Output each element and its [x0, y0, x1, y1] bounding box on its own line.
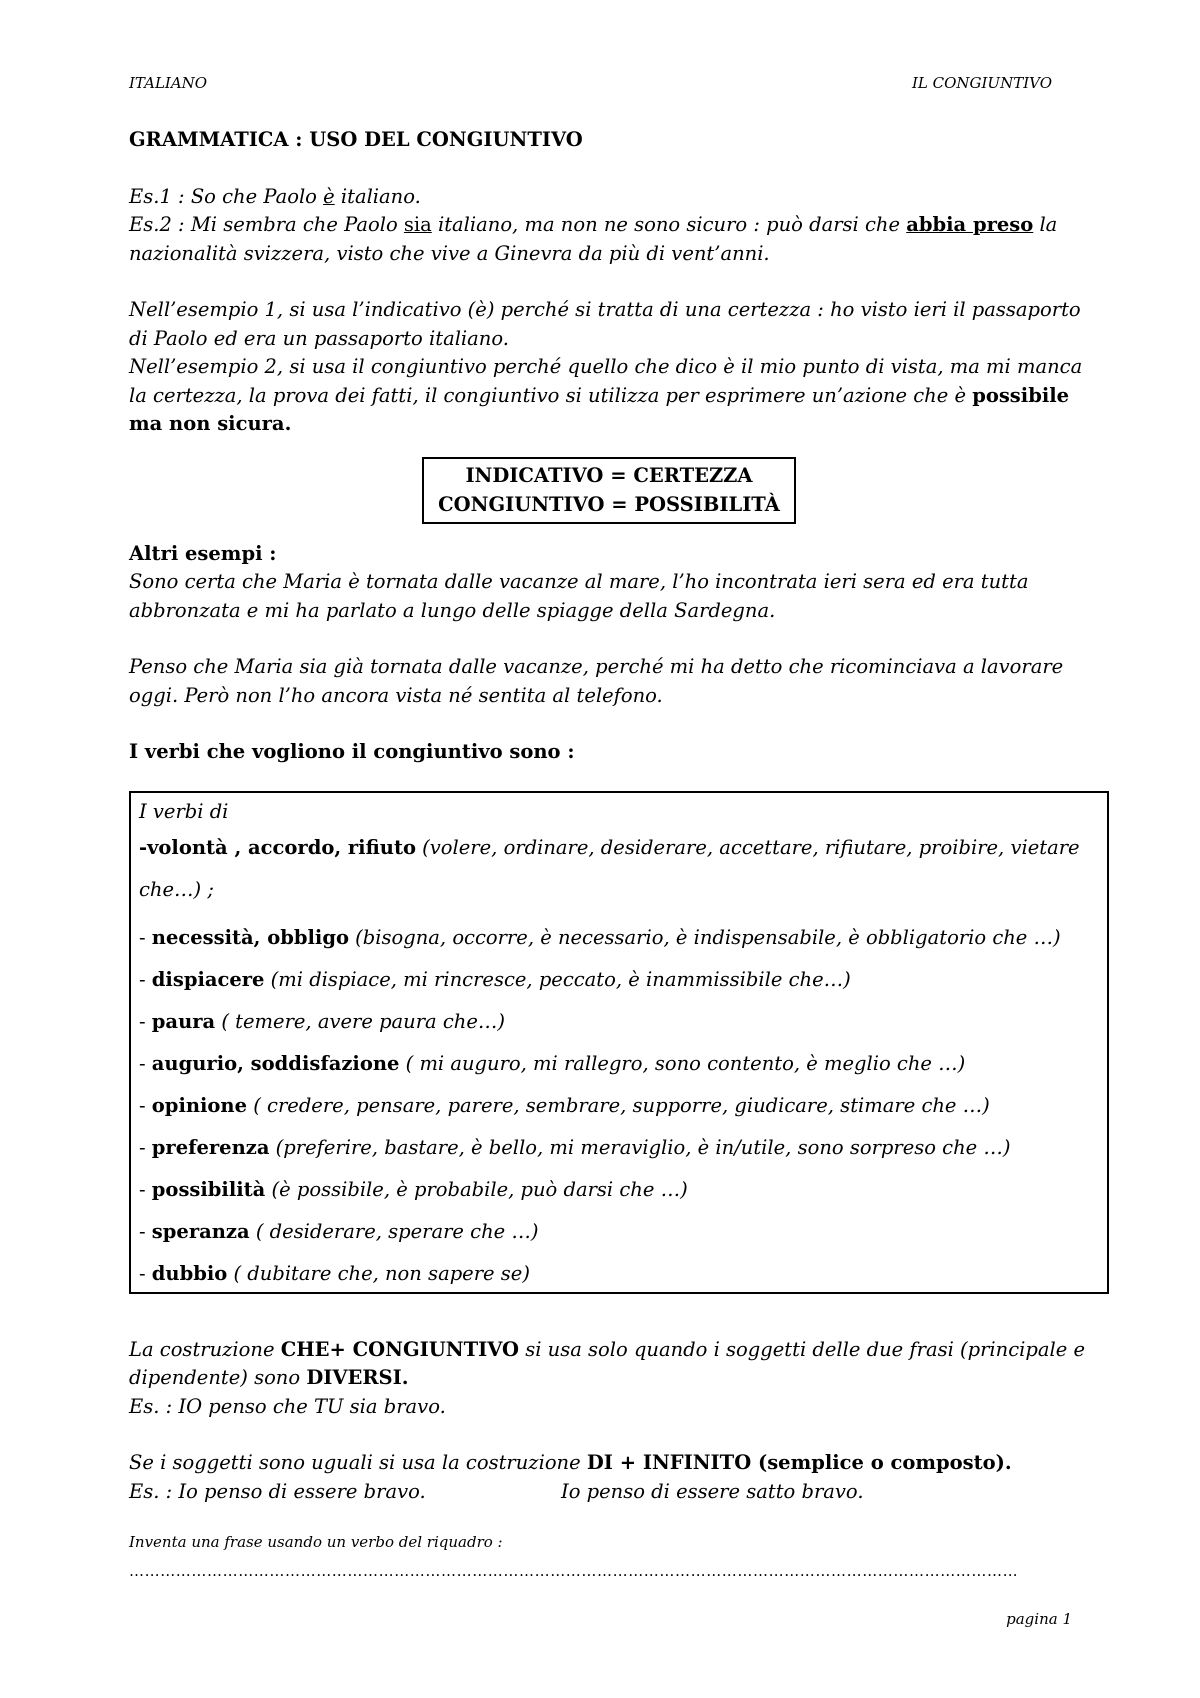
explanation-2: [129, 353, 1089, 439]
verbi-item-label: paura: [151, 1009, 216, 1033]
rule-box-wrapper: [129, 457, 1089, 524]
verbi-item-examples: ( credere, pensare, parere, sembrare, supporre, giudicare, stimare che …): [247, 1093, 990, 1117]
example-1-text: Es.1 : So che Paolo: [129, 184, 324, 208]
example-1-text-end: italiano.: [334, 184, 421, 208]
verbi-item-label: speranza: [151, 1219, 250, 1243]
verbi-item-label: dispiacere: [151, 967, 265, 991]
explanation-2-period: .: [284, 412, 292, 435]
header-left: ITALIANO: [129, 74, 208, 92]
verbi-box: [129, 791, 1109, 1294]
example-2-text: Es.2 : Mi sembra che Paolo: [129, 213, 404, 236]
explanation-2-text: Nell’esempio 2, si usa il congiuntivo perché quello che dico è il mio punto di vista, ma mi manca la certezza, la prova dei fatti, il congiuntivo si utilizza per esprimere un’azione che è: [129, 355, 1083, 407]
verbi-item: -volontà , accordo, rifiuto (volere, ordinare, desiderare, accettare, rifiutare, proibire, vietare che…) ;: [139, 835, 1080, 901]
exercise-answer-line[interactable]: ………………………………………………………………………………………………………………………………………………………: [129, 1561, 1019, 1580]
altri-esempi-heading: Altri esempi :: [129, 541, 277, 565]
verbi-item: - opinione ( credere, pensare, parere, sembrare, supporre, giudicare, stimare che …): [139, 1093, 990, 1117]
verbi-item-label: augurio, soddisfazione: [151, 1051, 400, 1075]
verbi-heading: I verbi che vogliono il congiuntivo sono :: [129, 740, 575, 763]
example-2-text-end: la nazionalità svizzera, visto che vive a Ginevra da più di vent’anni.: [129, 213, 1058, 265]
example-2-verb-2: abbia preso: [906, 213, 1034, 236]
explanation-1: Nell’esempio 1, si usa l’indicativo (è) perché si tratta di una certezza : ho visto ieri il passaporto di Paolo ed era un passaporto italiano.: [129, 298, 1081, 350]
verbi-item: - augurio, soddisfazione ( mi auguro, mi rallegro, sono contento, è meglio che …): [139, 1051, 966, 1075]
verbi-item-examples: ( desiderare, sperare che …): [249, 1219, 539, 1243]
verbi-item: - possibilità (è possibile, è probabile, può darsi che …): [139, 1177, 688, 1201]
verbi-item: - dispiacere (mi dispiace, mi rincresce, peccato, è inammissibile che…): [139, 967, 851, 991]
verbi-item-label: opinione: [151, 1093, 248, 1117]
verbi-item-examples: (bisogna, occorre, è necessario, è indispensabile, è obbligatorio che …): [348, 925, 1061, 949]
altri-esempi-p2: Penso che Maria sia già tornata dalle vacanze, perché mi ha detto che ricominciava a lavorare oggi. Però non l’ho ancora vista né sentita al telefono.: [129, 655, 1064, 707]
verbi-item-examples: (mi dispiace, mi rincresce, peccato, è inammissibile che…): [264, 967, 851, 991]
verbi-item-examples: (è possibile, è probabile, può darsi che …): [265, 1177, 688, 1201]
example-2-text-mid: italiano, ma non ne sono sicuro : può darsi che: [431, 213, 907, 236]
verbi-item-label: possibilità: [151, 1177, 266, 1201]
verbi-item-label: volontà , accordo, rifiuto: [147, 835, 416, 859]
costruzione-di: Se i soggetti sono uguali si usa la costruzione DI + INFINITO (semplice o composto).: [129, 1451, 1012, 1474]
page-title: GRAMMATICA : USO DEL CONGIUNTIVO: [129, 128, 583, 151]
verbi-item-examples: ( mi auguro, mi rallegro, sono contento, è meglio che …): [399, 1051, 966, 1075]
example-2: [129, 211, 1089, 268]
verbi-item-examples: (volere, ordinare, desiderare, accettare, rifiutare, proibire, vietare che…) ;: [139, 835, 1080, 901]
exercise-prompt: Inventa una frase usando un verbo del riquadro :: [129, 1533, 503, 1551]
rule-indicativo: INDICATIVO = CERTEZZA: [465, 463, 753, 487]
verbi-item: - paura ( temere, avere paura che…): [139, 1009, 506, 1033]
verbi-item-label: necessità, obbligo: [151, 925, 349, 949]
verbi-item-label: preferenza: [151, 1135, 270, 1159]
verbi-item: - dubbio ( dubitare che, non sapere se): [139, 1261, 530, 1285]
altri-esempi-p1: Sono certa che Maria è tornata dalle vacanze al mare, l’ho incontrata ieri sera ed era tutta abbronzata e mi ha parlato a lungo delle spiagge della Sardegna.: [129, 570, 1029, 622]
verbi-item-label: dubbio: [151, 1261, 228, 1285]
explanation-2-bold: possibile ma non sicura: [129, 383, 1070, 435]
main-content: [129, 126, 1089, 1585]
header-right: IL CONGIUNTIVO: [911, 74, 1052, 92]
verbi-item: - preferenza (preferire, bastare, è bello, mi meraviglio, è in/utile, sono sorpreso che …): [139, 1135, 1011, 1159]
rule-congiuntivo: CONGIUNTIVO = POSSIBILITÀ: [438, 492, 780, 516]
verbi-item: - necessità, obbligo (bisogna, occorre, è necessario, è indispensabile, è obbligatorio che …): [139, 925, 1061, 949]
verbi-item: - speranza ( desiderare, sperare che …): [139, 1219, 539, 1243]
verbi-item-examples: ( temere, avere paura che…): [215, 1009, 506, 1033]
example-1: [129, 183, 1089, 212]
verbi-intro: I verbi di: [139, 799, 229, 823]
page-number: pagina 1: [1006, 1610, 1072, 1628]
costruzione-che-example: Es. : IO penso che TU sia bravo.: [129, 1394, 446, 1418]
rule-box: [422, 457, 796, 524]
costruzione-di-examples: Es. : Io penso di essere bravo. Io penso di essere satto bravo.: [129, 1479, 864, 1503]
verbi-item-examples: (preferire, bastare, è bello, mi meraviglio, è in/utile, sono sorpreso che …): [269, 1135, 1011, 1159]
costruzione-che: La costruzione CHE+ CONGIUNTIVO si usa solo quando i soggetti delle due frasi (principale e dipendente) sono DIVERSI.: [129, 1337, 1086, 1389]
example-1-verb: è: [323, 184, 335, 208]
verbi-item-examples: ( dubitare che, non sapere se): [227, 1261, 530, 1285]
example-2-verb-1: sia: [403, 213, 432, 236]
